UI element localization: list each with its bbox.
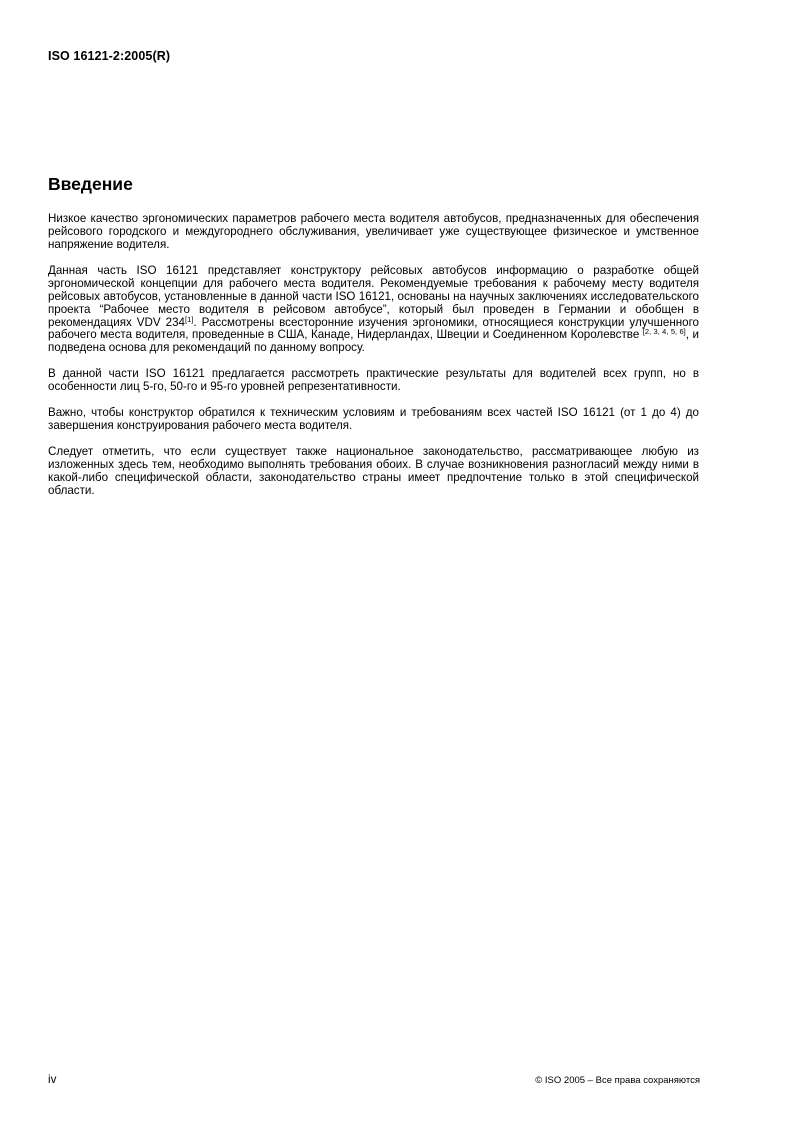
paragraph-2 <box>48 265 699 355</box>
page-number: iv <box>48 1073 57 1086</box>
document-id: ISO 16121-2:2005(R) <box>48 49 171 63</box>
paragraph-2-part-3: , и подведена основа для рекомендаций по данному вопросу. <box>48 328 699 355</box>
reference-1: [1] <box>185 314 194 324</box>
copyright-notice: © ISO 2005 – Все права сохраняются <box>535 1075 700 1086</box>
reference-2: [2, 3, 4, 5, 6] <box>642 327 686 337</box>
paragraph-5: Следует отметить, что если существует также национальное законодательство, рассматривающее любую из изложенных здесь тем, необходимо выполнять требования обоих. В случае возникновения разногласий между ними в какой-либо специфической области, законодательство страны имеет предпочтение только в этой специфической области. <box>48 445 699 498</box>
paragraph-2-part-2: . Рассмотрены всесторонние изучения эргономики, относящиеся конструкции улучшенного рабочего места водителя, проведенные в США, Канаде, Нидерландах, Швеции и Соединенном Королевстве <box>48 315 699 342</box>
paragraph-2-part-1: Данная часть ISO 16121 представляет конструктору рейсовых автобусов информацию о разработке общей эргономической концепции для рабочего места водителя. Рекомендуемые требования к рабочему месту водителя рейсовых автобусов, установленные в данной части ISO 16121, основаны на научных заключениях исследовательского проекта “Рабочее место водителя в рейсовом автобусе”, который был проведен в Германии и обобщен в рекомендациях VDV 234 <box>48 263 699 329</box>
paragraph-4: Важно, чтобы конструктор обратился к техническим условиям и требованиям всех частей ISO 16121 (от 1 до 4) до завершения конструирования рабочего места водителя. <box>48 406 699 433</box>
paragraph-1: Низкое качество эргономических параметров рабочего места водителя автобусов, предназначенных для обеспечения рейсового городского и междугороднего обслуживания, увеличивает уже существующее физическое и умственное напряжение водителя. <box>48 212 699 251</box>
body-text <box>48 213 699 511</box>
section-title: Введение <box>48 174 133 194</box>
paragraph-3: В данной части ISO 16121 предлагается рассмотреть практические результаты для водителей всех групп, но в особенности лиц 5-го, 50-го и 95-го уровней репрезентативности. <box>48 367 699 394</box>
